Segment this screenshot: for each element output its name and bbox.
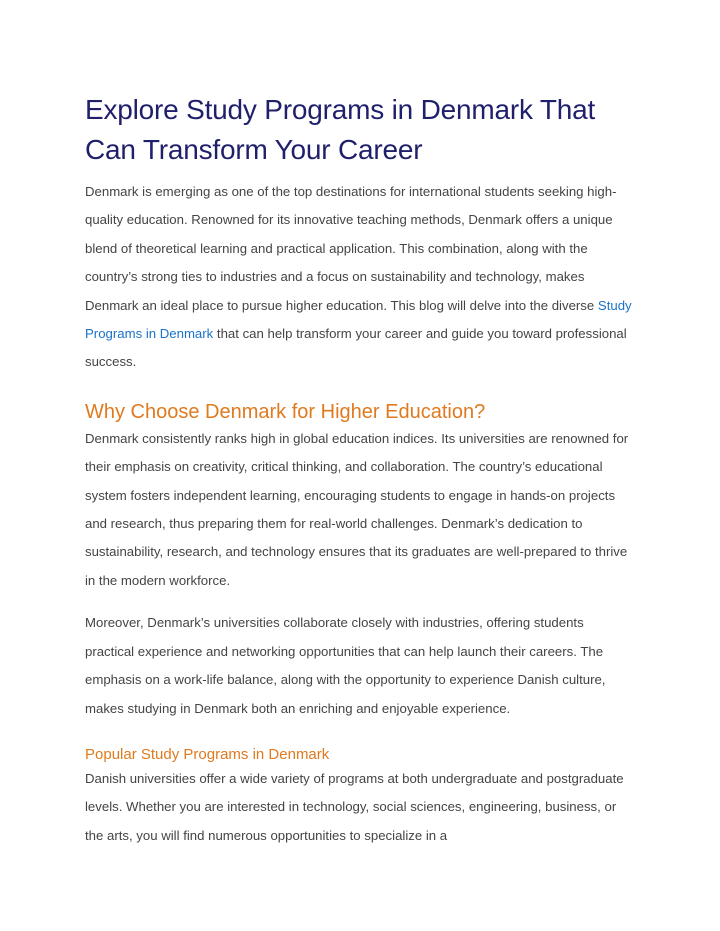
- page-title: Explore Study Programs in Denmark That Can Transform Your Career: [85, 94, 596, 165]
- section-heading-popular-programs: Popular Study Programs in Denmark: [85, 745, 330, 763]
- study-programs-link[interactable]: Study Programs in Denmark: [85, 297, 632, 342]
- why-paragraph-2: Moreover, Denmark’s universities collaborate closely with industries, offering students practical experience and networking opportunities that can help launch their careers. The emphasis on a work-life balance, along with the opportunity to experience Danish culture, makes studying in Denmark both an enriching and enjoyable experience.: [85, 615, 606, 716]
- intro-paragraph: [85, 178, 635, 377]
- why-paragraph-1: Denmark consistently ranks high in global education indices. Its universities are renowned for their emphasis on creativity, critical thinking, and collaboration. The country’s educational system fosters independent learning, encouraging students to engage in hands-on projects and research, thus preparing them for real-world challenges. Denmark’s dedication to sustainability, research, and technology ensures that its graduates are well-prepared to thrive in the modern workforce.: [85, 430, 629, 588]
- intro-text-after-link: that can help transform your career and guide you toward professional success.: [85, 326, 627, 370]
- intro-text-before-link: Denmark is emerging as one of the top destinations for international students seeking high-quality education. Renowned for its innovative teaching methods, Denmark offers a unique blend of theoretical learning and practical application. This combination, along with the country’s strong ties to industries and a focus on sustainability and technology, makes Denmark an ideal place to pursue higher education. This blog will delve into the diverse: [85, 184, 617, 313]
- section-heading-why-denmark: Why Choose Denmark for Higher Education?: [85, 400, 486, 423]
- popular-paragraph-1: Danish universities offer a wide variety of programs at both undergraduate and postgraduate levels. Whether you are interested in technology, social sciences, engineering, business, or the arts, you will find numerous opportunities to specialize in a: [85, 770, 624, 843]
